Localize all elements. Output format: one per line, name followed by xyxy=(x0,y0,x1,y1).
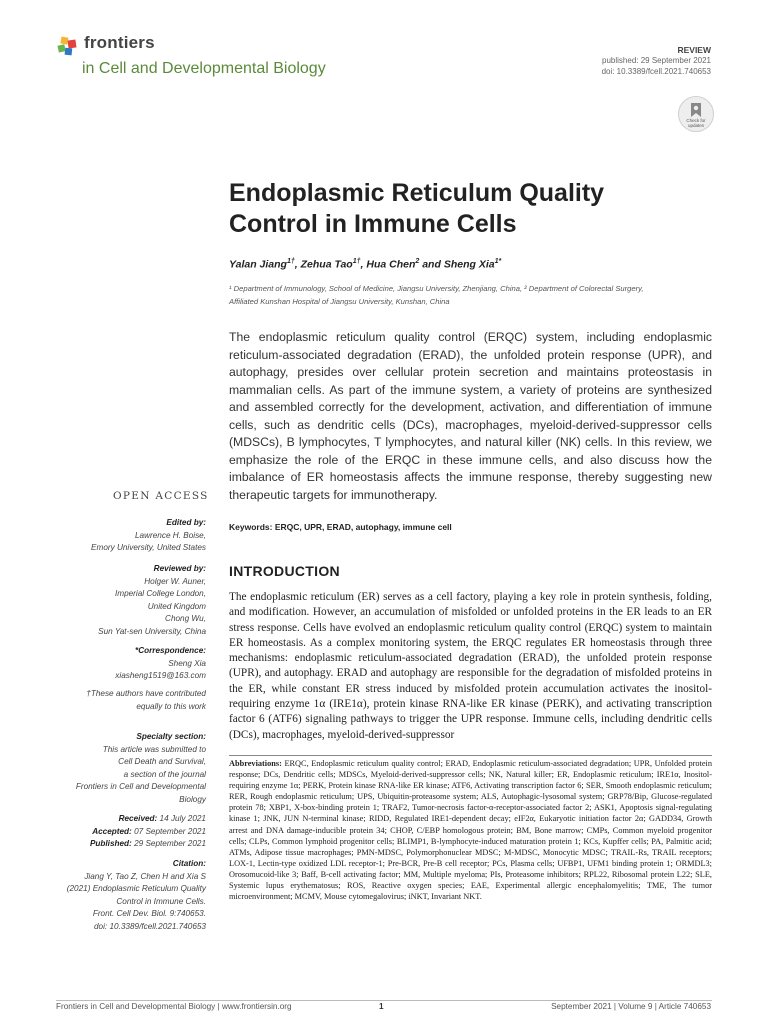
title-line-2: Control in Immune Cells xyxy=(229,210,517,238)
accepted-value: 07 September 2021 xyxy=(131,826,206,836)
keywords xyxy=(229,522,452,532)
specialty-line: Biology xyxy=(179,794,206,804)
brand-wordmark: frontiers xyxy=(84,33,155,52)
article-type: REVIEW xyxy=(677,45,711,55)
specialty-line: Frontiers in Cell and Developmental xyxy=(75,782,206,791)
reviewer-line: Sun Yat-sen University, China xyxy=(98,626,206,636)
specialty-line: a section of the journal xyxy=(123,769,206,779)
accepted-date xyxy=(90,826,206,839)
introduction-heading: INTRODUCTION xyxy=(229,563,340,579)
footnote-divider xyxy=(229,755,712,756)
received-date xyxy=(90,813,206,826)
author-separator: , xyxy=(294,258,301,271)
footer-issue: September 2021 | Volume 9 | Article 740653 xyxy=(551,1002,711,1011)
note-line: †These authors have contributed xyxy=(86,689,206,698)
published-value: 29 September 2021 xyxy=(131,839,206,848)
abbreviations-text: ERQC, Endoplasmic reticulum quality control; ERAD, Endoplasmic reticulum-associated degradation; UPR, Unfolded protein response; DCs, Dendritic cells; MDSCs, Myeloid-derived-suppressor cells; NK, Natural killer; ER, Endoplasmic reticulum; IRE1α, Inositol-requiring enzyme 1α; PERK, Protein kinase RNA-like ER kinase; ATF6, Activating transcription factor 6; SER, Smooth endoplasmic reticulum; RER, Rough endoplasmic reticulum; UPS, Ubiquitin-proteasome system; ALS, Autophagic-lysosomal system; GRP78/Bip, Glucose-regulated protein 78; XBP1, X-box-binding protein 1; TRAF2, Tumor-necrosis factor-α-receptor-associated factor 2; ASK1, Apoptosis signal-regulating kinase 1; JNK, JUN N-terminal kinase; RIDD, Regulated IRE1-dependent decay; eIF2α, Eukaryotic initiation factor 2α; GADD34, Growth arrest and DNA damage-inducible protein 34; CHOP, C/EBP homologous protein; BM, Bone marrow; CMPs, Common myeloid progenitor cells; CLPs, Common lymphoid progenitor cells; BLIMP1, B-lymphocyte-induced maturation protein 1; KCs, Kupffer cells; PA, Palmitic acid; ATMs, Adipose tissue macrophages; PMN-MDSC, Polymorphonuclear MDSC; M-MDSC, Monocytic MDSC; TRAIL-Rs, TRAIL receptors; LOX-1, Lectin-type oxidized LDL receptor-1; Pre-BCR, Pre-B cell receptor; PCs, Plasma cells; UFBP1, UFM1 binding protein 1; ORMDL3; Orosomucoid-like 3; Baff, B-cell activating factor; MM, Multiple myeloma; PIs, Proteasome inhibitors; RPL22, Ribosomal protein L22; SLE, Systemic lupus erythematosus; ROS, Reactive oxygen species; EAE, Experimental allergic encephalomyelitis; TME, The tumor microenvironment; MCMV, Mouse cytomegalovirus; iNKT, Invariant NKT. xyxy=(229,759,712,902)
correspondence-email[interactable]: xiasheng1519@163.com xyxy=(115,671,206,680)
received-label: Received: xyxy=(118,814,158,823)
citation-section xyxy=(67,858,206,933)
footer-journal[interactable]: Frontiers in Cell and Developmental Biology | www.frontiersin.org xyxy=(56,1002,292,1011)
edited-by-section xyxy=(91,517,206,555)
author-list xyxy=(229,258,501,271)
specialty-label: Specialty section: xyxy=(136,732,206,741)
reviewer-line: Chong Wu, xyxy=(165,614,206,623)
citation-line: Front. Cell Dev. Biol. 9:740653. xyxy=(92,909,206,918)
doi-link[interactable]: doi: 10.3389/fcell.2021.740653 xyxy=(601,67,711,76)
accepted-label: Accepted: xyxy=(92,826,132,836)
abstract: The endoplasmic reticulum quality control (ERQC) system, including endoplasmic reticulum-associated degradation (ERAD), the unfolded protein response (UPR), and autophagy, presides over cellular protein secretion and maintains proteostasis in mammalian cells. As part of the immune system, a variety of proteins are synthesized and assembled correctly for the development, activation, and differentiation of immune cells, such as dendritic cells (DCs), macrophages, myeloid-derived-suppressor cells (MDSCs), B lymphocytes, T lymphocytes, and natural killer (NK) cells. In this review, we emphasize the role of the ERQC in these immune cells, and also discuss how the imbalance of ER homeostasis affects the immune response, thereby suggesting new therapeutic targets for immunotherapy. xyxy=(229,330,712,502)
title-line-1: Endoplasmic Reticulum Quality xyxy=(229,179,605,207)
author-name[interactable]: Zehua Tao xyxy=(300,258,353,271)
specialty-section xyxy=(76,731,206,806)
abbreviations-label: Abbreviations: xyxy=(229,759,282,768)
reviewed-by-label: Reviewed by: xyxy=(153,564,206,573)
article-title xyxy=(229,178,699,240)
journal-name: in Cell and Developmental Biology xyxy=(82,60,326,77)
author-name[interactable]: Yalan Jiang xyxy=(229,258,287,271)
keywords-label: Keywords: xyxy=(229,522,273,532)
reviewer-line: Imperial College London, xyxy=(114,589,206,598)
published-label: Published: xyxy=(89,839,132,848)
note-line: equally to this work xyxy=(136,701,206,711)
frontiers-logo-icon xyxy=(56,34,80,58)
author-separator: and xyxy=(419,258,444,271)
correspondence-section xyxy=(115,645,206,683)
correspondence-name: Sheng Xia xyxy=(168,658,206,668)
author-name[interactable]: Sheng Xia xyxy=(443,258,495,271)
published-sidebar-date xyxy=(90,838,206,851)
equal-contribution-note xyxy=(86,688,206,713)
dates-section xyxy=(90,813,206,851)
citation-line: Control in Immune Cells. xyxy=(116,896,206,906)
abbreviations xyxy=(229,758,712,902)
correspondence-label: *Correspondence: xyxy=(135,646,206,655)
keywords-list: ERQC, UPR, ERAD, autophagy, immune cell xyxy=(272,522,452,532)
author-name[interactable]: Hua Chen xyxy=(366,258,416,271)
author-affil: 1† xyxy=(286,258,295,265)
page-number: 1 xyxy=(379,1002,384,1011)
edited-by-label: Edited by: xyxy=(166,518,206,527)
author-affil: 1* xyxy=(494,258,502,265)
author-affil: 1† xyxy=(352,258,361,265)
reviewed-by-section xyxy=(98,563,206,638)
citation-line: Jiang Y, Tao Z, Chen H and Xia S xyxy=(84,871,206,881)
editor-line: Emory University, United States xyxy=(91,543,206,552)
affiliation-line: ¹ Department of Immunology, School of Medicine, Jiangsu University, Zhenjiang, China, ² Department of Colorectal Surgery, xyxy=(229,284,644,293)
open-access-badge: OPEN ACCESS xyxy=(113,490,209,502)
affiliation-line: Affiliated Kunshan Hospital of Jiangsu University, Kunshan, China xyxy=(229,296,450,306)
specialty-line: Cell Death and Survival, xyxy=(118,757,206,766)
citation-line: (2021) Endoplasmic Reticulum Quality xyxy=(66,884,206,893)
introduction-text: The endoplasmic reticulum (ER) serves as a cell factory, playing a key role in protein synthesis, folding, and modification. However, an accumulation of misfolded or unfolded proteins in the ER leads to an ER stress response. Cells have evolved an endoplasmic reticulum quality control (ERQC) system to maintain ER homeostasis. As a complex monitoring system, the ERQC regulates ER homeostasis through three mechanisms: endoplasmic reticulum-associated degradation (ERAD), the unfolded protein response (UPR), and autophagy. ERAD and autophagy are responsible for the degradation of misfolded proteins in the ER, while constant ER stress induced by misfolded protein accumulation activates the inositol-requiring enzyme 1α (IRE1α), protein kinase RNA-like ER kinase (PERK), and activating transcription factor 6 (ATF6) signaling pathways to trigger the UPR response. Immune cells, including dendritic cells (DCs), macrophages, myeloid-derived-suppressor xyxy=(229,591,712,741)
specialty-line: This article was submitted to xyxy=(102,744,206,754)
author-affil: 2 xyxy=(415,258,420,265)
reviewer-line: Holger W. Auner, xyxy=(144,576,206,586)
editor-line: Lawrence H. Boise, xyxy=(135,530,206,540)
reviewer-line: United Kingdom xyxy=(147,601,206,611)
published-date: published: 29 September 2021 xyxy=(602,56,711,65)
citation-doi[interactable]: doi: 10.3389/fcell.2021.740653 xyxy=(94,921,206,931)
check-for-updates-label: Check for updates xyxy=(686,118,706,128)
author-separator: , xyxy=(360,258,367,271)
footer-divider xyxy=(56,1000,712,1001)
citation-label: Citation: xyxy=(172,859,206,868)
affiliations xyxy=(229,283,719,308)
received-value: 14 July 2021 xyxy=(157,814,206,823)
